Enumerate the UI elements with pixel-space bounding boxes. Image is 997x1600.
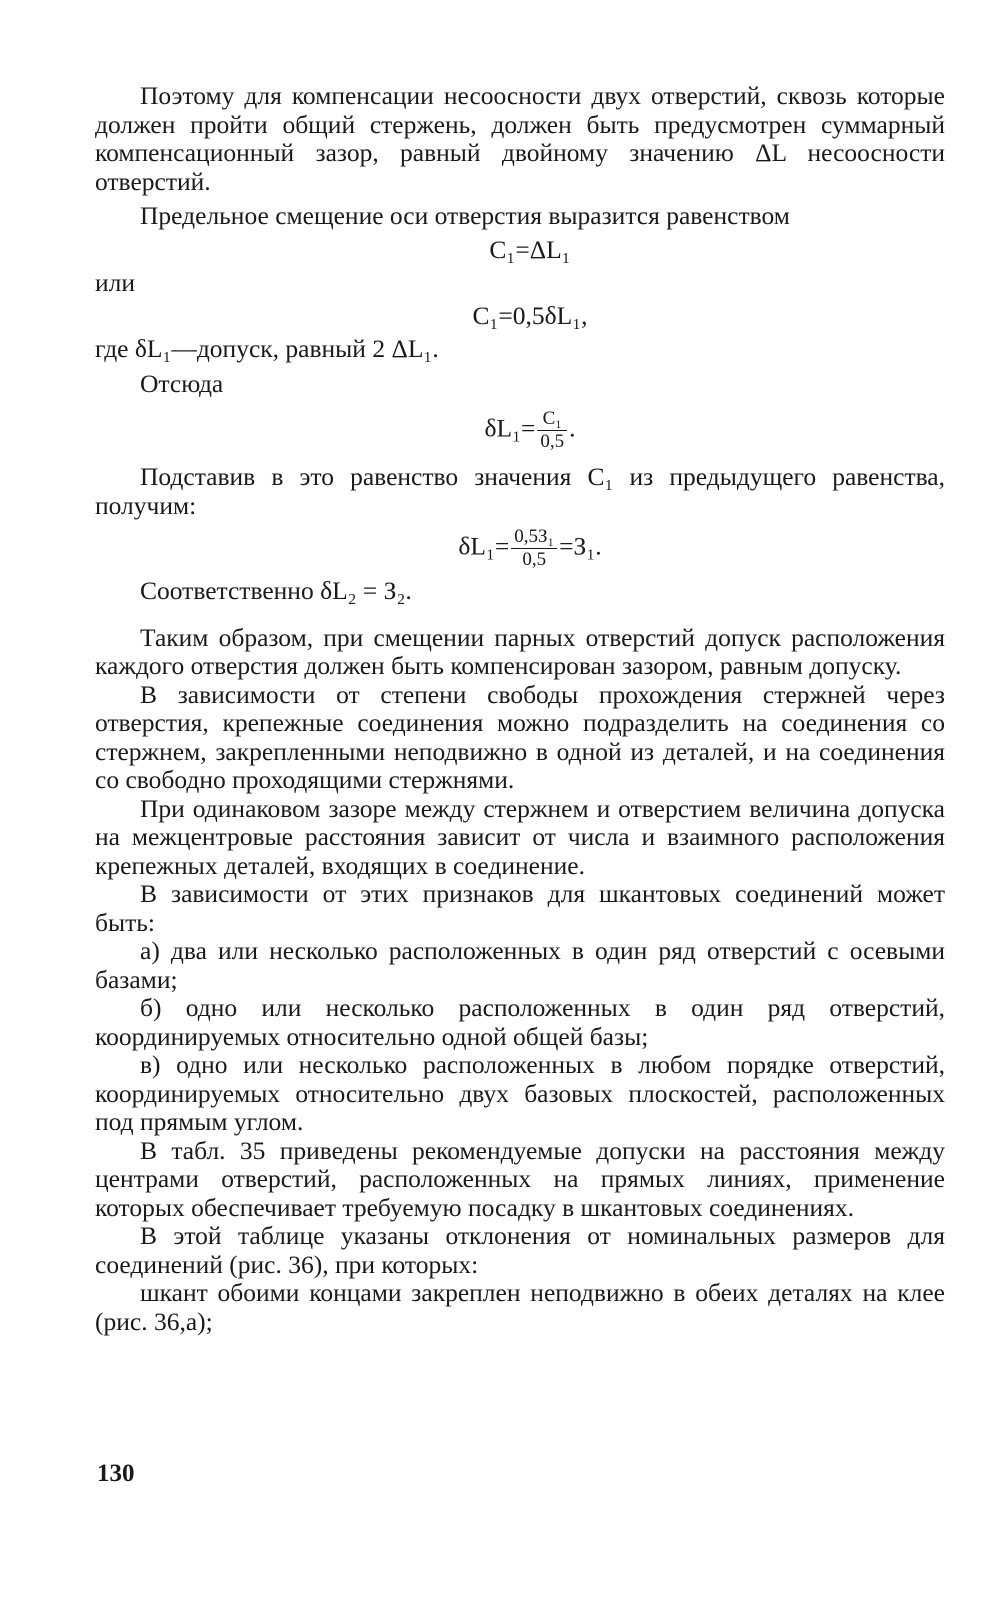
fraction-numerator: 0,5З₁ — [511, 526, 557, 549]
paragraph: При одинаковом зазоре между стержнем и отверстием величина допуска на межцентровые расстояния зависит от числа и взаимного расположения крепежных деталей, входящих в соединение. — [95, 793, 945, 880]
formula-fraction — [95, 526, 945, 571]
paragraph: В зависимости от этих признаков для шкантовых соединений может быть: — [95, 879, 945, 937]
fraction-denominator: 0,5 — [540, 431, 565, 452]
formula-left: δL₁= — [484, 413, 536, 443]
paragraph: шкант обоими концами закреплен неподвижно в обеих деталях на клее (рис. 36,а); — [95, 1278, 945, 1336]
page-number: 130 — [97, 1460, 135, 1487]
paragraph: где δL₁—допуск, равный 2 ΔL₁. — [95, 334, 439, 363]
formula: C₁=ΔL₁ — [489, 234, 571, 264]
list-item: а) два или несколько расположенных в один ряд отверстий с осевыми базами; — [95, 936, 945, 994]
page-body — [95, 82, 945, 1336]
formula-fraction — [95, 408, 945, 453]
fraction-numerator: C₁ — [537, 408, 567, 431]
formula: C₁=0,5δL₁, — [472, 301, 588, 330]
fraction — [511, 526, 557, 571]
paragraph: или — [95, 267, 136, 297]
paragraph: Таким образом, при смещении парных отверстий допуск расположения каждого отверстия должен быть компенсирован зазором, равным допуску. — [95, 622, 945, 680]
paragraph: Подставив в это равенство значения C₁ из предыдущего равенства, получим: — [95, 462, 945, 520]
fraction-denominator: 0,5 — [522, 549, 547, 570]
paragraph: Предельное смещение оси отверстия выразится равенством — [140, 201, 790, 230]
formula-left: δL₁= — [458, 531, 510, 561]
paragraph: В табл. 35 приведены рекомендуемые допуски на расстояния между центрами отверстий, расположенных на прямых линиях, применение которых обеспечивает требуемую посадку в шкантовых соединениях. — [95, 1135, 945, 1222]
list-item: б) одно или несколько расположенных в один ряд отверстий, координируемых относительно одной общей базы; — [95, 993, 945, 1051]
paragraph: Отсюда — [140, 368, 224, 398]
formula-right: =З₁. — [559, 531, 602, 561]
paragraph: Поэтому для компенсации несоосности двух отверстий, сквозь которые должен пройти общий стержень, должен быть предусмотрен суммарный компенсационный зазор, равный двойному значению ΔL несоосности отверстий. — [95, 81, 945, 196]
list-item: в) одно или несколько расположенных в любом порядке отверстий, координируемых относительно двух базовых плоскостей, расположенных под прямым углом. — [95, 1050, 945, 1136]
paragraph: Соответственно δL₂ = З₂. — [140, 576, 412, 605]
formula-end: . — [569, 413, 576, 443]
paragraph: В этой таблице указаны отклонения от номинальных размеров для соединений (рис. 36), при которых: — [95, 1221, 945, 1279]
paragraph: В зависимости от степени свободы прохождения стержней через отверстия, крепежные соединения можно подразделить на соединения со стержнем, закрепленными неподвижно в одной из деталей, и на соединения со свободно проходящими стержнями. — [95, 679, 945, 794]
fraction — [537, 408, 567, 453]
